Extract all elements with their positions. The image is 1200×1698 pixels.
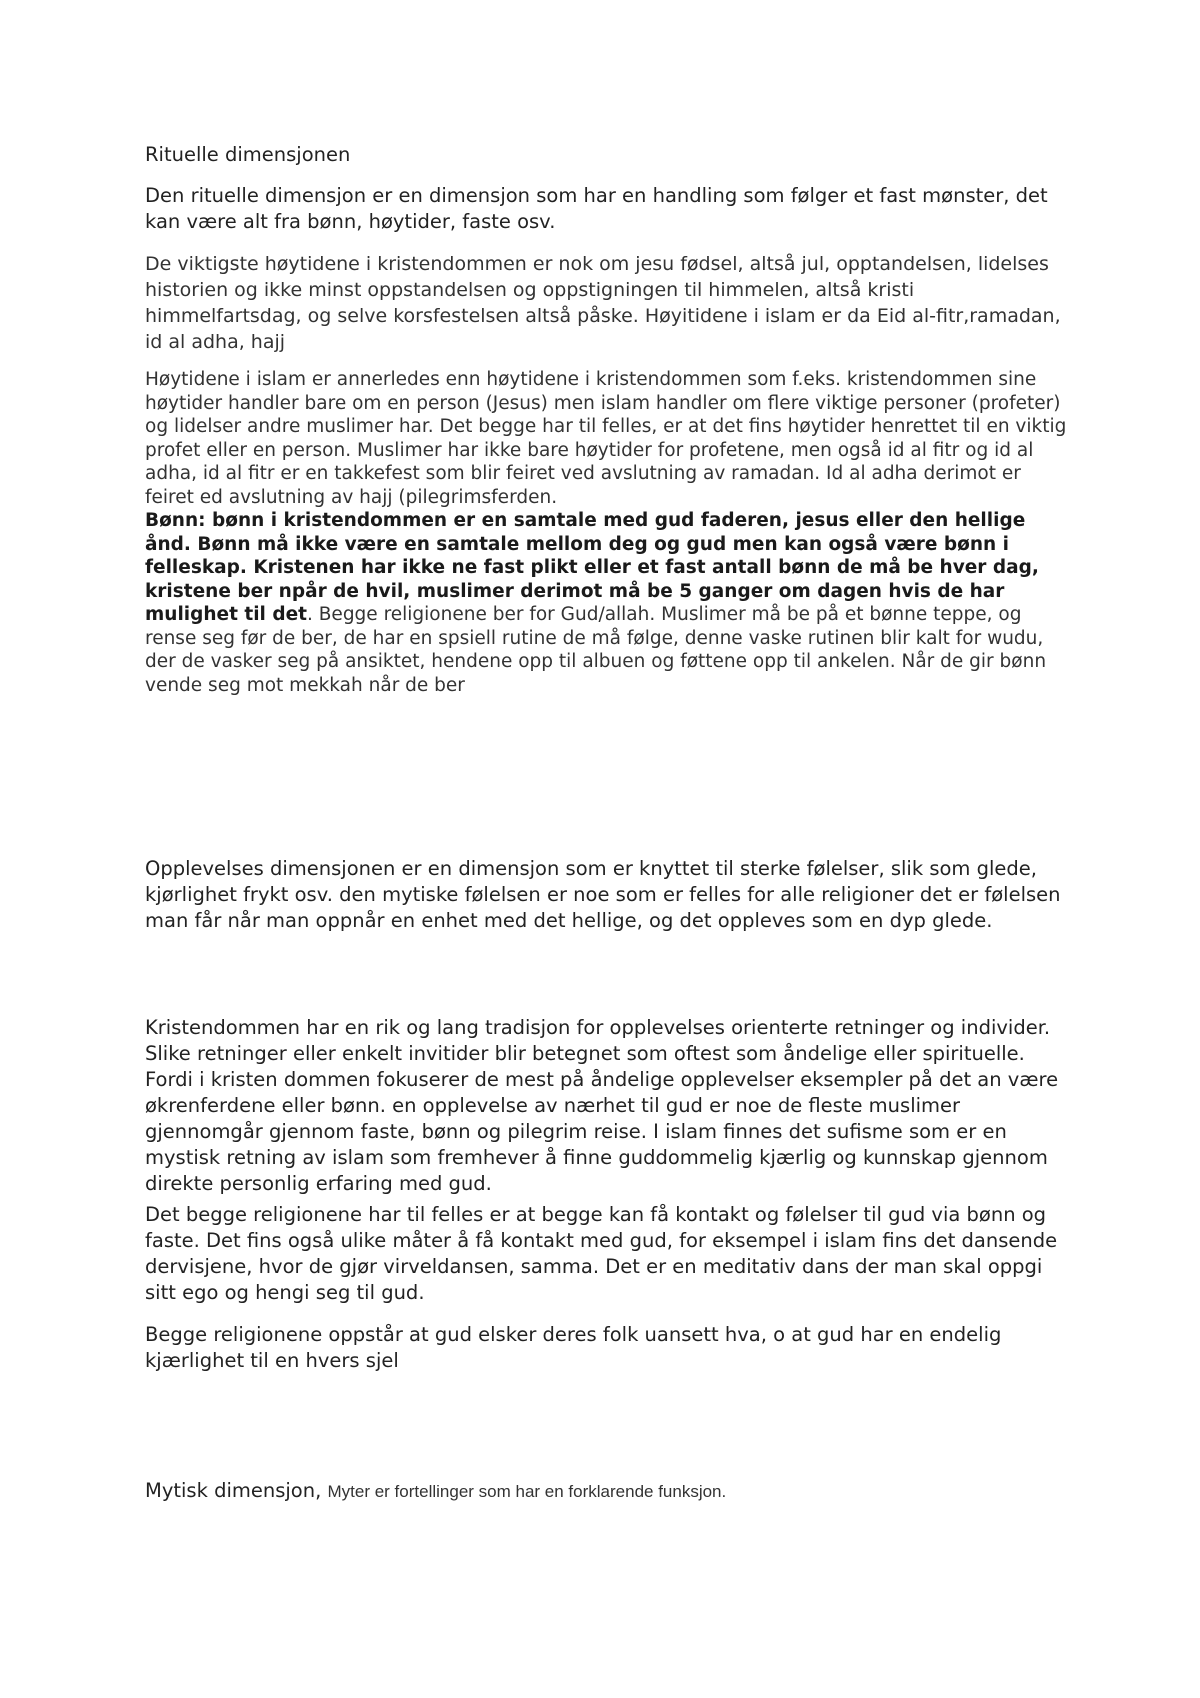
- paragraph-ritual-definition: Den rituelle dimensjon er en dimensjon som har en handling som følger et fast mønster, det kan være alt fra bønn, høytider, faste osv.: [145, 184, 1048, 233]
- prayer-rest-text: . Begge religionene ber for Gud/allah. Muslimer må be på et bønne teppe, og rense seg før de ber, de har en spsiell rutine de må følge, denne vaske rutinen blir kalt for wudu, der de vasker seg på ansiktet, hendene opp til albuen og føttene opp til ankelen. Når de gir bønn vende seg mot mekkah når de ber: [145, 604, 1047, 696]
- paragraph-love: Begge religionene oppstår at gud elsker deres folk uansett hva, o at gud har en endelig kjærlighet til en hvers sjel: [145, 1323, 1002, 1372]
- paragraph-christian-experience: Kristendommen har en rik og lang tradisjon for opplevelses orienterte retninger og individer. Slike retninger eller enkelt invitider blir betegnet som oftest som åndelige eller spirituelle. Fordi i kristen dommen fokuserer de mest på åndelige opplevelser eksempler på det an være økrenferdene eller bønn. en opplevelse av nærhet til gud er noe de fleste muslimer gjennomgår gjennom faste, bønn og pilegrim reise. I islam finnes det sufisme som er en mystisk retning av islam som fremhever å finne guddommelig kjærlig og kunnskap gjennom direkte personlig erfaring med gud.: [145, 1016, 1059, 1195]
- paragraph-high-days: De viktigste høytidene i kristendommen er nok om jesu fødsel, altså jul, opptandelsen, lidelses historien og ikke minst oppstandelsen og oppstigningen til himmelen, altså kristi himmelfartsdag, og selve korsfestelsen altså påske. Høyitidene i islam er da Eid al-fitr,ramadan, id al adha, hajj: [145, 253, 1061, 353]
- myth-label: Mytisk dimensjon,: [145, 1479, 328, 1502]
- paragraph-islam-high-days: [145, 368, 1075, 697]
- paragraph-myth: [145, 1478, 1075, 1505]
- paragraph-common-experience: Det begge religionene har til felles er at begge kan få kontakt og følelser til gud via bønn og faste. Det fins også ulike måter å få kontakt med gud, for eksempel i islam fins det dansende dervisjene, hvor de gjør virveldansen, samma. Det er en meditativ dans der man skal oppgi sitt ego og hengi seg til gud.: [145, 1203, 1058, 1304]
- paragraph-experience-definition: Opplevelses dimensjonen er en dimensjon som er knyttet til sterke følelser, slik som glede, kjørlighet frykt osv. den mytiske følelsen er noe som er felles for alle religioner det er følelsen man får når man oppnår en enhet med det hellige, og det oppleves som en dyp glede.: [145, 857, 1061, 932]
- section-heading-ritual: Rituelle dimensjonen: [145, 143, 351, 166]
- myth-text: Myter er fortellinger som har en forklarende funksjon.: [327, 1482, 727, 1501]
- prayer-bold-text: Bønn: bønn i kristendommen er en samtale med gud faderen, jesus eller den hellige ånd. Bønn må ikke være en samtale mellom deg og gud men kan også være bønn i felleskap. Kristenen har ikke ne fast plikt eller et fast antall bønn de må be hver dag, kristene ber npår de hvil, muslimer derimot må be 5 ganger om dagen hvis de har mulighet til det: [145, 510, 1039, 625]
- islam-high-days-text: Høytidene i islam er annerledes enn høytidene i kristendommen som f.eks. kristendommen sine høytider handler bare om en person (Jesus) men islam handler om flere viktige personer (profeter) og lidelser andre muslimer har. Det begge har til felles, er at det fins høytider henrettet til en viktig profet eller en person. Muslimer har ikke bare høytider for profetene, men også id al fitr og id al adha, id al fitr er en takkefest som blir feiret ved avslutning av ramadan. Id al adha derimot er feiret ed avslutning av hajj (pilegrimsferden.: [145, 369, 1067, 508]
